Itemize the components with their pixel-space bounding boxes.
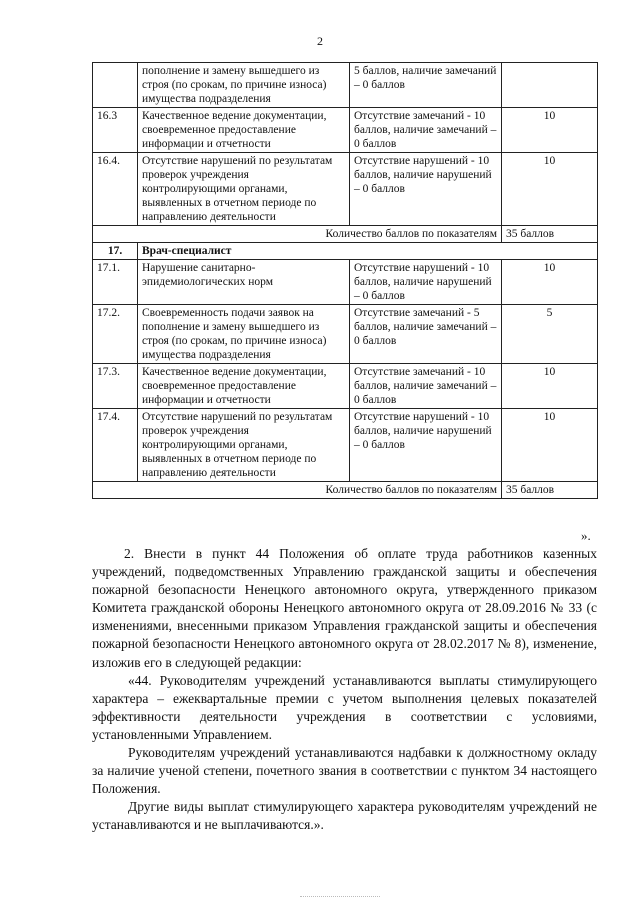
criterion-cell: Отсутствие нарушений по результатам проверок учреждения контролирующими органами, выявленных в отчетном периоде по направлению деятельности	[138, 409, 350, 482]
score-cell: 10	[502, 409, 598, 482]
score-cell: 10	[502, 108, 598, 153]
criterion-cell: пополнение и замену вышедшего из строя (по срокам, по причине износа) имущества подразделения	[138, 63, 350, 108]
total-row	[93, 482, 598, 499]
row-number: 16.4.	[93, 153, 138, 226]
score-cell: 10	[502, 153, 598, 226]
score-cell: 10	[502, 364, 598, 409]
section-title: Врач-специалист	[138, 243, 598, 260]
score-cell	[502, 63, 598, 108]
row-number	[93, 63, 138, 108]
paragraph-allowances: Руководителям учреждений устанавливаются надбавки к должностному окладу за наличие ученой степени, почетного звания в соответствии с пунктом 34 настоящего Положения.	[92, 745, 597, 797]
criterion-cell: Нарушение санитарно-эпидемиологических норм	[138, 260, 350, 305]
criterion-cell: Качественное ведение документации, своевременное предоставление информации и отчетности	[138, 364, 350, 409]
page-number: 2	[317, 34, 323, 48]
row-number: 17.3.	[93, 364, 138, 409]
evaluation-cell: Отсутствие замечаний - 5 баллов, наличие замечаний – 0 баллов	[350, 305, 502, 364]
scan-artifact	[300, 896, 380, 901]
body-text	[92, 545, 597, 835]
evaluation-cell: Отсутствие нарушений - 10 баллов, наличие нарушений – 0 баллов	[350, 260, 502, 305]
paragraph-other-payments: Другие виды выплат стимулирующего характера руководителям учреждений не устанавливаются и не выплачиваются.».	[92, 799, 597, 833]
row-number: 17.2.	[93, 305, 138, 364]
table-row	[93, 305, 598, 364]
score-cell: 10	[502, 260, 598, 305]
table-row	[93, 409, 598, 482]
total-label: Количество баллов по показателям	[93, 482, 502, 499]
evaluation-cell: Отсутствие замечаний - 10 баллов, наличие замечаний – 0 баллов	[350, 108, 502, 153]
criterion-cell: Качественное ведение документации, своевременное предоставление информации и отчетности	[138, 108, 350, 153]
table-row	[93, 260, 598, 305]
total-value: 35 баллов	[502, 226, 598, 243]
table-row	[93, 63, 598, 108]
closing-quote: ».	[581, 528, 591, 543]
table-row	[93, 153, 598, 226]
table-row	[93, 364, 598, 409]
criterion-cell: Своевременность подачи заявок на пополнение и замену вышедшего из строя (по срокам, по причине износа) имущества подразделения	[138, 305, 350, 364]
total-row	[93, 226, 598, 243]
table-row	[93, 108, 598, 153]
evaluation-cell: Отсутствие замечаний - 10 баллов, наличие замечаний – 0 баллов	[350, 364, 502, 409]
criteria-table	[92, 62, 598, 499]
section-header-row	[93, 243, 598, 260]
paragraph-item-44: «44. Руководителям учреждений устанавливаются выплаты стимулирующего характера – ежеквартальные премии с учетом выполнения целевых показателей эффективности деятельности учреждения в соответствии с условиями, установленными Управлением.	[92, 672, 597, 742]
evaluation-cell: Отсутствие нарушений - 10 баллов, наличие нарушений – 0 баллов	[350, 153, 502, 226]
evaluation-cell: 5 баллов, наличие замечаний – 0 баллов	[350, 63, 502, 108]
paragraph-amendment: 2. Внести в пункт 44 Положения об оплате труда работников казенных учреждений, подведомственных Управлению гражданской защиты и обеспечения пожарной безопасности Ненецкого автономного округа, утвержденного приказом Комитета гражданской обороны Ненецкого автономного округа от 28.09.2016 № 33 (с изменениями, внесенными приказом Управления гражданской защиты и обеспечения пожарной безопасности Ненецкого автономного округа от 28.02.2017 № 8), изменение, изложив его в следующей редакции:	[92, 546, 597, 670]
row-number: 16.3	[93, 108, 138, 153]
evaluation-cell: Отсутствие нарушений - 10 баллов, наличие нарушений – 0 баллов	[350, 409, 502, 482]
row-number: 17.1.	[93, 260, 138, 305]
section-number: 17.	[93, 243, 138, 260]
total-label: Количество баллов по показателям	[93, 226, 502, 243]
score-cell: 5	[502, 305, 598, 364]
total-value: 35 баллов	[502, 482, 598, 499]
row-number: 17.4.	[93, 409, 138, 482]
criterion-cell: Отсутствие нарушений по результатам проверок учреждения контролирующими органами, выявленных в отчетном периоде по направлению деятельности	[138, 153, 350, 226]
